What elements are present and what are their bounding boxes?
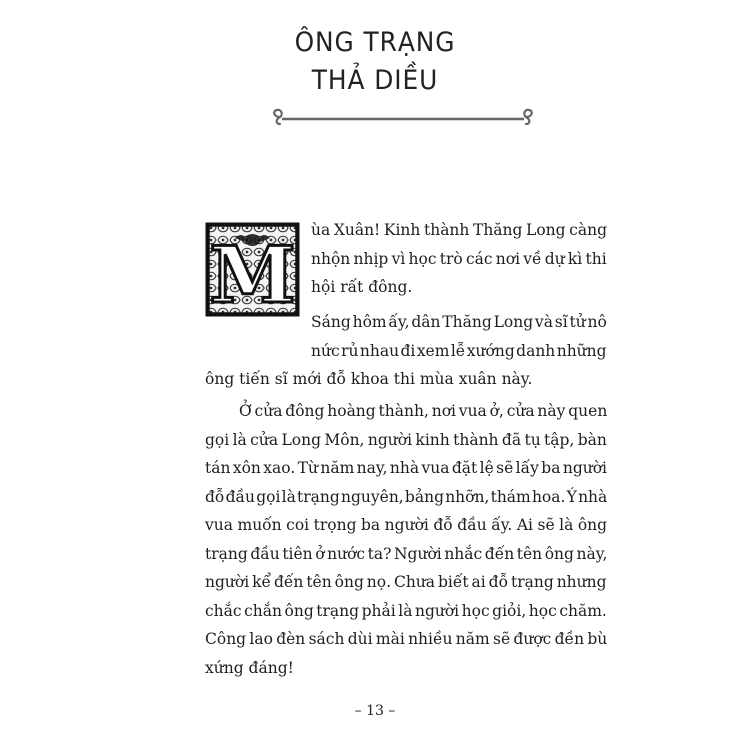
paragraph-2 <box>311 308 607 365</box>
paragraph-line: Công lao đèn sách dùi mài nhiều năm sẽ được đền bù <box>205 630 608 648</box>
paragraph-line: hội rất đông. <box>311 278 413 296</box>
paragraph-line: nhộn nhịp vì học trò các nơi về dự kì thi <box>311 249 607 268</box>
paragraph-1 <box>311 216 607 302</box>
chapter-title-line-1: ÔNG TRẠNG <box>294 27 456 58</box>
paragraph-line: Ở cửa đông hoàng thành, nơi vua ở, cửa này quen <box>239 402 608 420</box>
paragraph-line: Sáng hôm ấy, dân Thăng Long và sĩ tử nô <box>311 313 607 331</box>
paragraph-line: chắc chắn ông trạng phải là người học giỏi, học chăm. <box>205 601 607 620</box>
chapter-title-line-2: THẢ DIỀU <box>311 65 439 96</box>
paragraph-line: trạng đầu tiên ở nước ta? Người nhắc đến tên ông này, <box>205 544 608 563</box>
paragraph-line: tán xôn xao. Từ năm nay, nhà vua đặt lệ sẽ lấy ba người <box>205 459 608 477</box>
paragraph-line: ông tiến sĩ mới đỗ khoa thi mùa xuân này. <box>205 370 533 388</box>
drop-cap-letter: M <box>209 230 296 317</box>
paragraph-line: nức rủ nhau đi xem lễ xướng danh những <box>311 341 607 360</box>
paragraph-line: ùa Xuân! Kinh thành Thăng Long càng <box>311 221 607 239</box>
ornament-divider <box>268 106 538 128</box>
paragraph-line: vua muốn coi trọng ba người đỗ đầu ấy. Ai sẽ là ông <box>205 516 608 534</box>
paragraph-2-continued <box>205 365 607 394</box>
chapter-title <box>30 24 720 100</box>
paragraph-line: xứng đáng! <box>205 658 294 677</box>
paragraph-line: đỗ đầu gọi là trạng nguyên, bảng nhỡn, thám hoa. Ý nhà <box>205 487 608 506</box>
paragraph-line: gọi là cửa Long Môn, người kinh thành đã tụ tập, bàn <box>205 430 607 449</box>
paragraph-3 <box>205 397 607 682</box>
page-number: – 13 – <box>354 703 396 719</box>
drop-cap-m <box>205 222 300 317</box>
paragraph-line: người kể đến tên ông nọ. Chưa biết ai đỗ trạng nhưng <box>205 573 607 591</box>
